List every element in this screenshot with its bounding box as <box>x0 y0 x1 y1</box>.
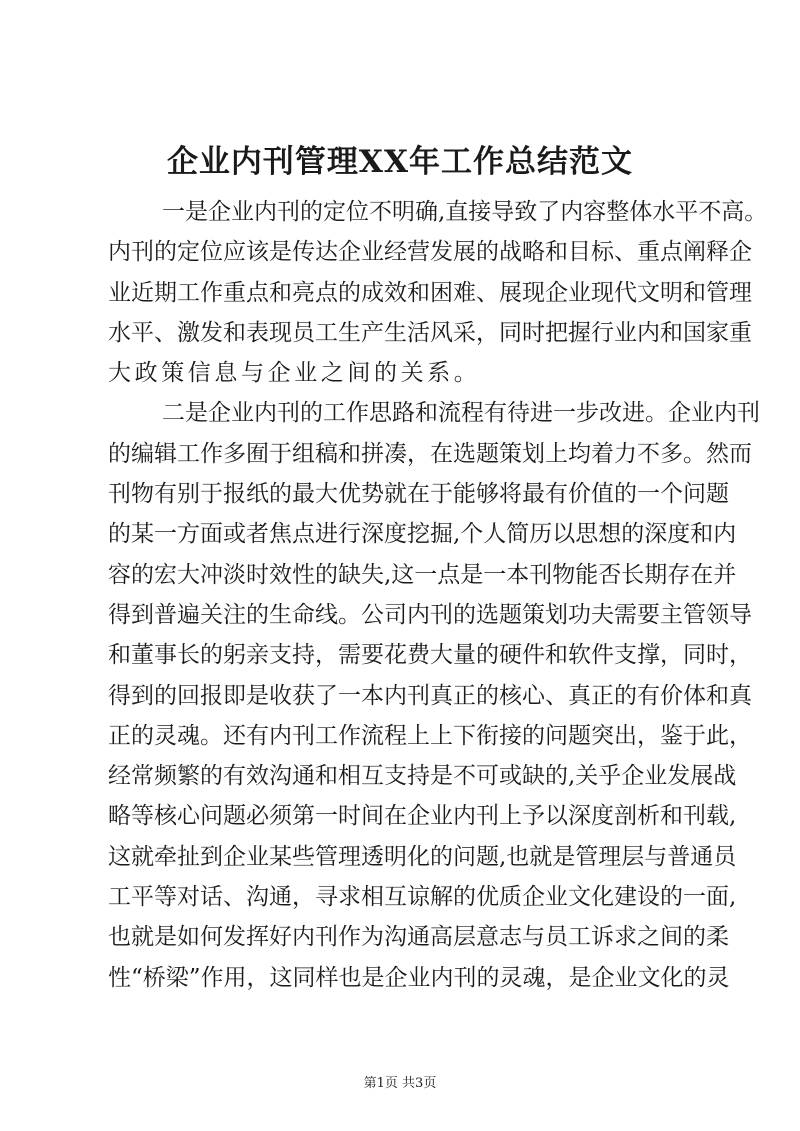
text-line: 也就是如何发挥好内刊作为沟通高层意志与员工诉求之间的柔 <box>108 924 729 951</box>
text-line: 和董事长的躬亲支持，需要花费大量的硬件和软件支撑，同时， <box>108 642 752 669</box>
text-line: 刊物有别于报纸的最大优势就在于能够将最有价值的一个问题 <box>108 481 729 508</box>
text-line: 工平等对话、沟通，寻求相互谅解的优质企业文化建设的一面, <box>108 884 737 911</box>
text-line: 水平、激发和表现员工生产生活风采，同时把握行业内和国家重 <box>108 319 752 346</box>
text-line: 容的宏大冲淡时效性的缺失,这一点是一本刊物能否长期存在并 <box>108 561 737 588</box>
text-line: 一是企业内刊的定位不明确,直接导致了内容整体水平不高。 <box>162 199 768 225</box>
text-line: 大政策信息与企业之间的关系。 <box>108 360 481 387</box>
text-line: 略等核心问题必须第一时间在企业内刊上予以深度剖析和刊载, <box>108 803 737 830</box>
page-number: 第1页 共3页 <box>363 1076 437 1091</box>
text-line: 这就牵扯到企业某些管理透明化的问题,也就是管理层与普通员 <box>108 843 737 870</box>
text-line: 得到的回报即是收获了一本内刊真正的核心、真正的有价体和真 <box>108 682 752 709</box>
text-line: 内刊的定位应该是传达企业经营发展的战略和目标、重点阐释企 <box>108 239 752 266</box>
text-line: 的某一方面或者焦点进行深度挖掘,个人简历以思想的深度和内 <box>108 521 737 548</box>
text-line: 得到普遍关注的生命线。公司内刊的选题策划功夫需要主管领导 <box>108 601 752 628</box>
text-line: 正的灵魂。还有内刊工作流程上上下衔接的问题突出，鉴于此， <box>108 722 752 749</box>
text-line: 的编辑工作多囿于组稿和拼凑，在选题策划上均着力不多。然而 <box>108 440 752 467</box>
document-body <box>108 192 768 998</box>
paragraph-2 <box>108 393 760 997</box>
text-line: 业近期工作重点和亮点的成效和困难、展现企业现代文明和管理 <box>108 279 752 306</box>
text-line: 性“桥梁”作用，这同样也是企业内刊的灵魂，是企业文化的灵 <box>108 964 730 991</box>
document-title: 企业内刊管理XX年工作总结范文 <box>166 144 634 180</box>
text-line: 经常频繁的有效沟通和相互支持是不可或缺的,关乎企业发展战 <box>108 763 737 790</box>
text-line: 二是企业内刊的工作思路和流程有待进一步改进。企业内刊 <box>162 400 760 427</box>
paragraph-1 <box>108 192 768 393</box>
